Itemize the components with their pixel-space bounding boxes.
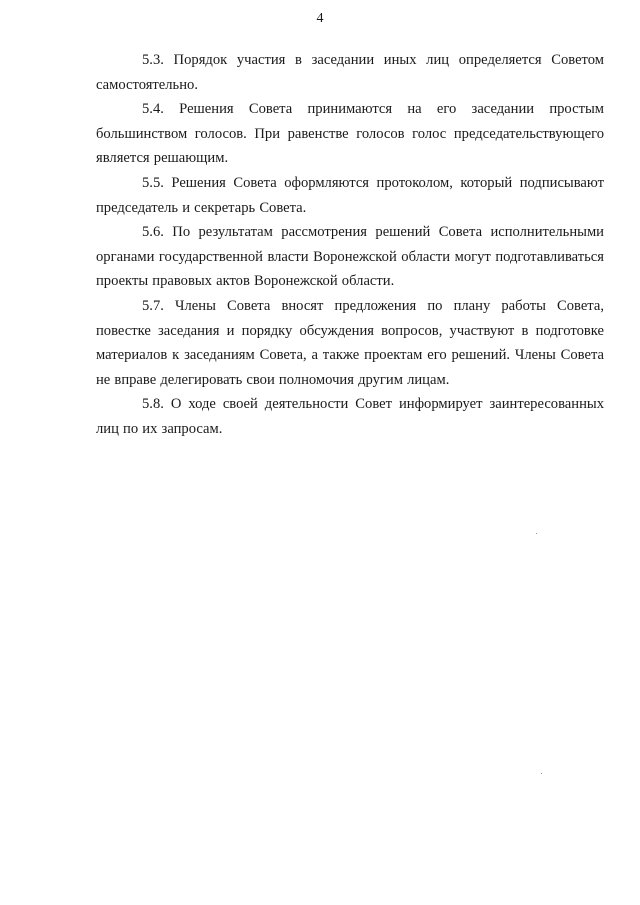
paragraph-5-3: 5.3. Порядок участия в заседании иных лиц определяется Советом самостоятельно.: [96, 52, 604, 93]
page-number: 4: [316, 11, 324, 26]
paragraph-5-8: 5.8. О ходе своей деятельности Совет информирует заинтересованных лиц по их запросам.: [96, 396, 604, 437]
scan-artifact-dot: [536, 533, 537, 534]
scan-artifact-dot: [541, 773, 542, 774]
paragraph-5-6: 5.6. По результатам рассмотрения решений Совета исполнительными органами государственной власти Воронежской области могут подготавливаться проекты правовых актов Воронежской области.: [96, 224, 604, 290]
paragraph-5-4: 5.4. Решения Совета принимаются на его заседании простым большинством голосов. При равенстве голосов голос председательствующего является решающим.: [96, 101, 604, 167]
paragraph-5-7: 5.7. Члены Совета вносят предложения по плану работы Совета, повестке заседания и порядку обсуждения вопросов, участвуют в подготовке материалов к заседаниям Совета, а также проектам его решений. Члены Совета не вправе делегировать свои полномочия другим лицам.: [96, 297, 604, 388]
document-body: [96, 48, 604, 442]
paragraph-5-5: 5.5. Решения Совета оформляются протоколом, который подписывают председатель и секретарь Совета.: [96, 174, 604, 216]
